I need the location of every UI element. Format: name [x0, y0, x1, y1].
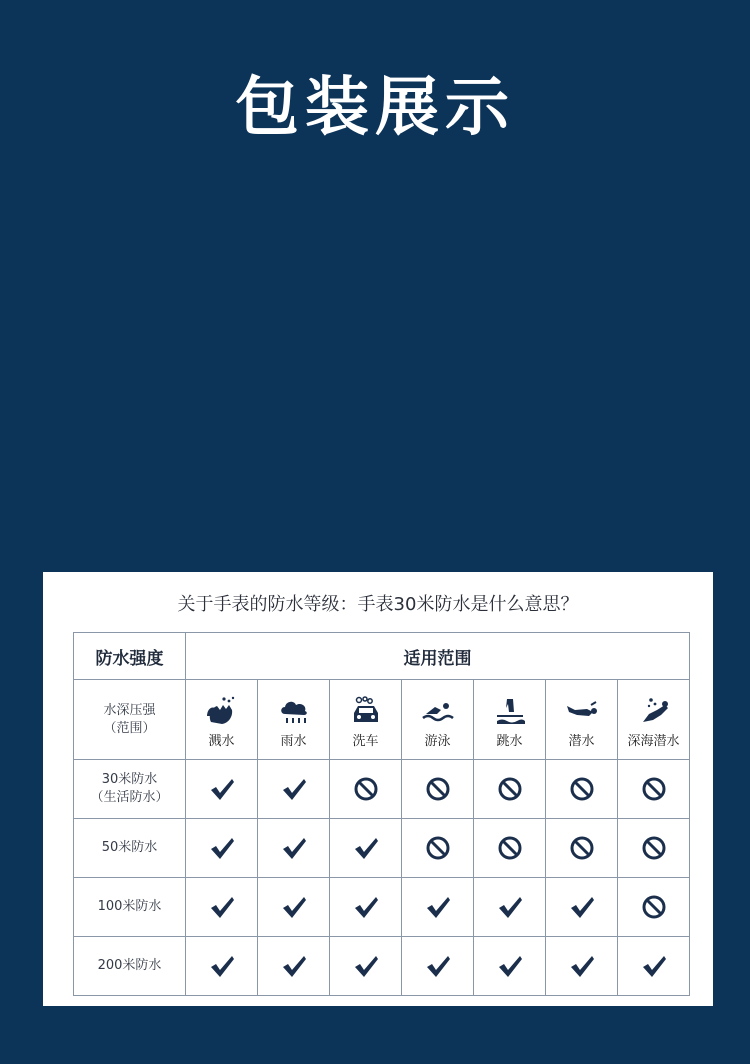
check-icon — [352, 952, 380, 980]
row-label-line: 100米防水 — [97, 899, 162, 914]
mark-cell — [546, 760, 618, 819]
splash-hands-icon — [205, 696, 239, 726]
subheader-label — [74, 680, 186, 760]
page-title: 包装展示 — [235, 71, 515, 145]
subheader-line: 水深压强 — [103, 702, 156, 718]
activity-label: 深海潜水 — [627, 734, 680, 749]
row-label-line: 200米防水 — [97, 958, 162, 973]
header-scope: 适用范围 — [186, 633, 690, 680]
activity-label: 潜水 — [568, 734, 595, 749]
table-row — [74, 760, 690, 819]
prohibited-icon — [640, 834, 668, 862]
check-icon — [280, 893, 308, 921]
check-icon — [208, 952, 236, 980]
prohibited-icon — [568, 834, 596, 862]
mark-cell — [330, 819, 402, 878]
check-icon — [280, 775, 308, 803]
check-icon — [496, 952, 524, 980]
check-icon — [424, 952, 452, 980]
activity-label: 溅水 — [208, 734, 235, 749]
mark-cell — [474, 937, 546, 996]
mark-cell — [474, 819, 546, 878]
rain-cloud-icon — [277, 696, 311, 726]
table-row — [74, 819, 690, 878]
prohibited-icon — [640, 893, 668, 921]
check-icon — [568, 893, 596, 921]
row-label-line: （生活防水） — [90, 790, 169, 805]
mark-cell — [546, 819, 618, 878]
mark-cell — [258, 760, 330, 819]
check-icon — [280, 952, 308, 980]
activity-label: 洗车 — [352, 734, 379, 749]
activity-rain — [258, 680, 330, 760]
mark-cell — [258, 878, 330, 937]
mark-cell — [402, 878, 474, 937]
check-icon — [280, 834, 308, 862]
mark-cell — [402, 760, 474, 819]
prohibited-icon — [568, 775, 596, 803]
mark-cell — [330, 937, 402, 996]
check-icon — [640, 952, 668, 980]
activity-label: 雨水 — [280, 734, 307, 749]
mark-cell — [618, 878, 690, 937]
check-icon — [208, 834, 236, 862]
mark-cell — [474, 878, 546, 937]
diver-jump-icon — [493, 696, 527, 726]
check-icon — [352, 893, 380, 921]
mark-cell — [618, 819, 690, 878]
snorkel-diver-icon — [565, 696, 599, 726]
water-resistance-card — [43, 572, 713, 1006]
mark-cell — [546, 878, 618, 937]
car-wash-icon — [349, 696, 383, 726]
subheader-line: （范围） — [103, 720, 156, 736]
mark-cell — [546, 937, 618, 996]
check-icon — [568, 952, 596, 980]
card-title: 关于手表的防水等级：手表30米防水是什么意思？ — [177, 594, 579, 615]
activity-label: 跳水 — [496, 734, 523, 749]
mark-cell — [186, 937, 258, 996]
activity-snorkel — [546, 680, 618, 760]
mark-cell — [258, 937, 330, 996]
row-label — [74, 819, 186, 878]
row-label — [74, 937, 186, 996]
prohibited-icon — [640, 775, 668, 803]
mark-cell — [402, 819, 474, 878]
prohibited-icon — [496, 775, 524, 803]
mark-cell — [258, 819, 330, 878]
mark-cell — [474, 760, 546, 819]
check-icon — [424, 893, 452, 921]
mark-cell — [186, 760, 258, 819]
mark-cell — [186, 819, 258, 878]
mark-cell — [330, 760, 402, 819]
check-icon — [352, 834, 380, 862]
prohibited-icon — [424, 775, 452, 803]
header-strength: 防水强度 — [74, 633, 186, 680]
activity-carwash — [330, 680, 402, 760]
row-label — [74, 760, 186, 819]
check-icon — [208, 775, 236, 803]
row-label-line: 50米防水 — [101, 840, 158, 855]
mark-cell — [618, 937, 690, 996]
check-icon — [496, 893, 524, 921]
water-resistance-table — [73, 632, 690, 996]
check-icon — [208, 893, 236, 921]
row-label-line: 30米防水 — [101, 772, 158, 787]
mark-cell — [618, 760, 690, 819]
activity-label: 游泳 — [424, 734, 451, 749]
mark-cell — [402, 937, 474, 996]
prohibited-icon — [424, 834, 452, 862]
row-label — [74, 878, 186, 937]
deep-sea-diver-icon — [637, 696, 671, 726]
activity-dive — [474, 680, 546, 760]
prohibited-icon — [496, 834, 524, 862]
table-row — [74, 937, 690, 996]
prohibited-icon — [352, 775, 380, 803]
activity-splash — [186, 680, 258, 760]
table-row — [74, 878, 690, 937]
activity-deepsea — [618, 680, 690, 760]
mark-cell — [330, 878, 402, 937]
swimmer-icon — [421, 696, 455, 726]
mark-cell — [186, 878, 258, 937]
activity-swim — [402, 680, 474, 760]
